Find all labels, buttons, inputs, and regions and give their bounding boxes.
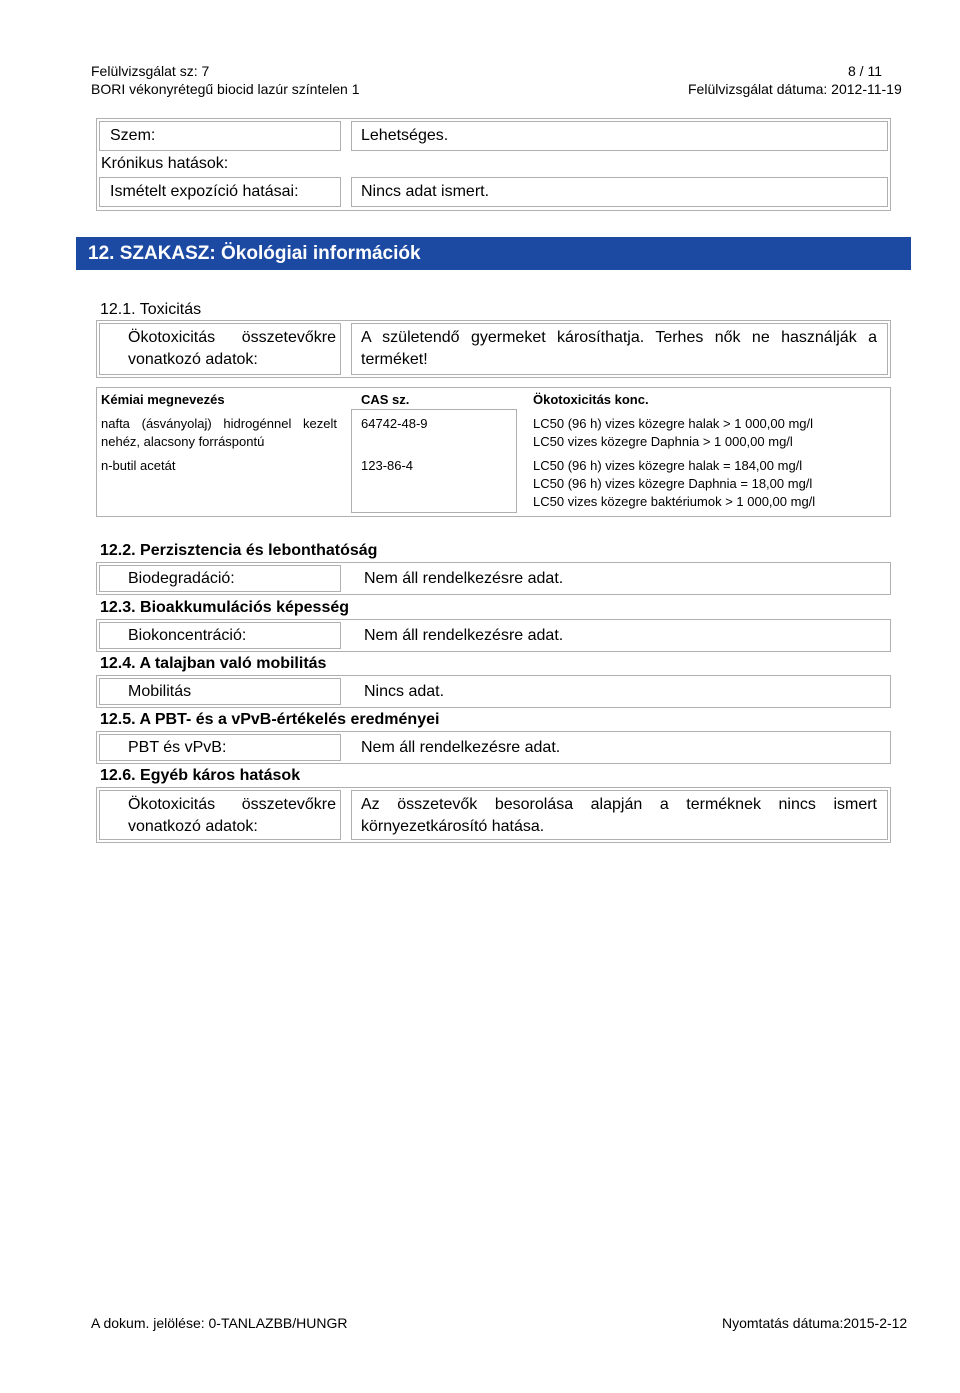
product-name: BORI vékonyrétegű biocid lazúr színtelen 1 <box>91 81 360 97</box>
persistence-label: Biodegradáció: <box>128 570 235 587</box>
row1-name-line2: nehéz, alacsony forráspontú <box>101 434 265 449</box>
pbt-label: PBT és vPvB: <box>128 739 227 756</box>
toxicity-heading: 12.1. Toxicitás <box>100 301 202 318</box>
eye-value: Lehetséges. <box>361 127 449 144</box>
print-date: Nyomtatás dátuma:2015-2-12 <box>722 1315 908 1331</box>
bioaccumulation-heading: 12.3. Bioakkumulációs képesség <box>100 599 350 616</box>
row2-cas: 123-86-4 <box>361 458 414 473</box>
toxicity-label-line2: vonatkozó adatok: <box>128 351 258 368</box>
toxicity-value-line2: terméket! <box>361 351 428 368</box>
section-12-banner: 12. SZAKASZ: Ökológiai információk <box>76 237 911 270</box>
other-effects-value-line1: Az összetevők besorolása alapján a terméknek nincs ismert <box>361 796 877 813</box>
col-header-chemical-name: Kémiai megnevezés <box>101 392 225 407</box>
row1-name-line1: nafta (ásványolaj) hidrogénnel kezelt <box>101 416 337 431</box>
row1-cas: 64742-48-9 <box>361 416 428 431</box>
persistence-value: Nem áll rendelkezésre adat. <box>364 570 564 587</box>
row2-eco3: LC50 vizes közegre baktériumok > 1 000,00 mg/l <box>533 494 816 509</box>
persistence-heading: 12.2. Perzisztencia és lebonthatóság <box>100 542 378 559</box>
document-id: A dokum. jelölése: 0-TANLAZBB/HUNGR <box>91 1315 348 1331</box>
other-effects-label-line2: vonatkozó adatok: <box>128 818 258 835</box>
revision-number: Felülvizsgálat sz: 7 <box>91 63 210 79</box>
repeated-exposure-value: Nincs adat ismert. <box>361 183 490 200</box>
row2-eco2: LC50 (96 h) vizes közegre Daphnia = 18,00 mg/l <box>533 476 813 491</box>
row2-eco1: LC50 (96 h) vizes közegre halak = 184,00 mg/l <box>533 458 803 473</box>
bioaccumulation-value: Nem áll rendelkezésre adat. <box>364 627 564 644</box>
other-effects-heading: 12.6. Egyéb káros hatások <box>100 767 301 784</box>
pbt-heading: 12.5. A PBT- és a vPvB-értékelés eredményei <box>100 711 440 728</box>
page-number: 8 / 11 <box>848 63 882 79</box>
row1-eco2: LC50 vizes közegre Daphnia > 1 000,00 mg/l <box>533 434 793 449</box>
bioaccumulation-label: Biokoncentráció: <box>128 627 247 644</box>
mobility-label: Mobilitás <box>128 683 192 700</box>
col-header-ecotox: Ökotoxicitás konc. <box>533 392 649 407</box>
pbt-value: Nem áll rendelkezésre adat. <box>361 739 561 756</box>
other-effects-value-line2: környezetkárosító hatása. <box>361 818 545 835</box>
chronic-effects-label: Krónikus hatások: <box>101 155 229 172</box>
other-effects-label-line1: Ökotoxicitás összetevőkre <box>128 796 336 813</box>
mobility-heading: 12.4. A talajban való mobilitás <box>100 655 327 672</box>
toxicity-value-line1: A születendő gyermeket károsíthatja. Terhes nők ne használják a <box>361 329 877 346</box>
toxicity-label-line1: Ökotoxicitás összetevőkre <box>128 329 336 346</box>
col-header-cas: CAS sz. <box>361 392 410 407</box>
mobility-value: Nincs adat. <box>364 683 445 700</box>
row2-name: n-butil acetát <box>101 458 176 473</box>
repeated-exposure-label: Ismételt expozíció hatásai: <box>110 183 299 200</box>
revision-date: Felülvizsgálat dátuma: 2012-11-19 <box>688 81 902 97</box>
row1-eco1: LC50 (96 h) vizes közegre halak > 1 000,00 mg/l <box>533 416 814 431</box>
eye-label: Szem: <box>110 127 156 144</box>
